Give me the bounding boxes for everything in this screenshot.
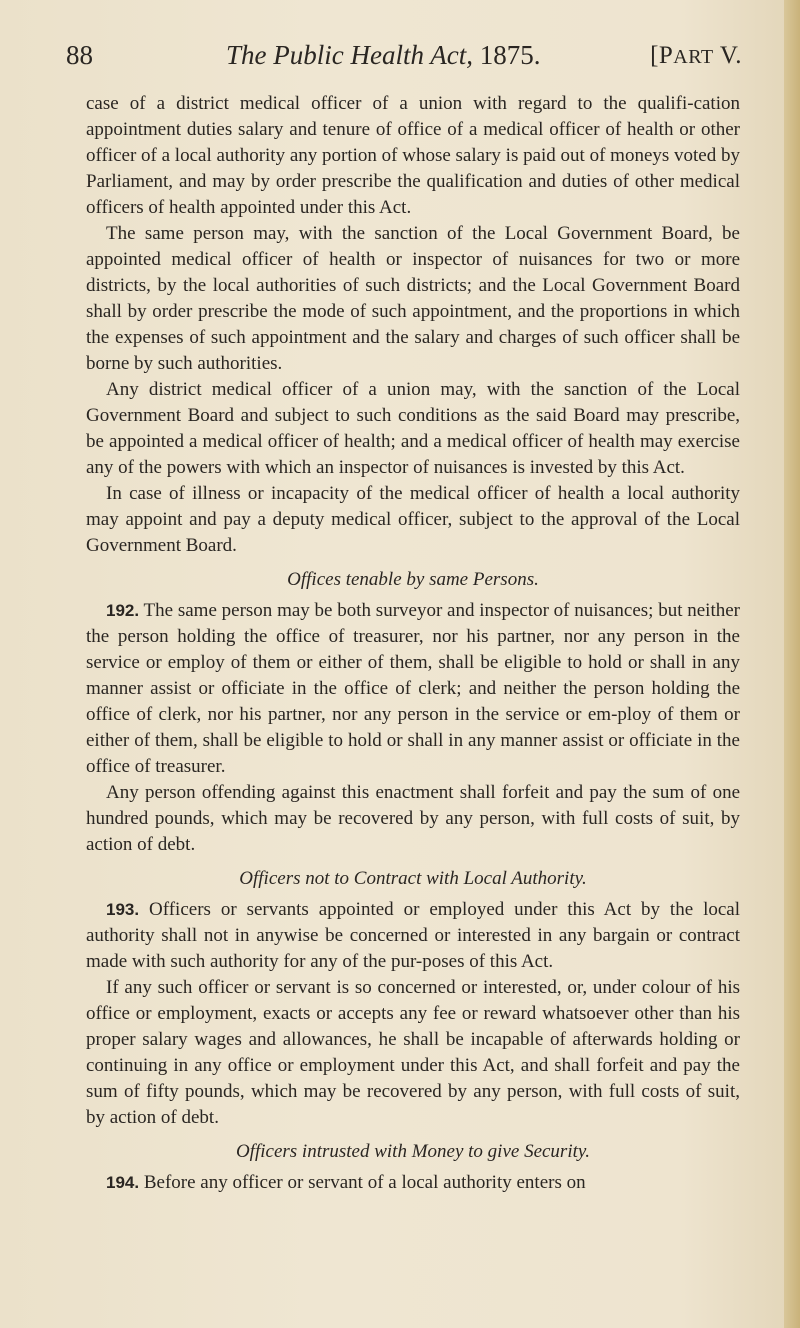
part-label-smallcaps: ART bbox=[673, 46, 714, 68]
section-193 bbox=[86, 897, 740, 975]
running-header bbox=[66, 40, 742, 80]
paragraph: case of a district medical officer of a union with regard to the qualifi-cation appointment duties salary and tenure of office of a medical officer of health or other officer of a local authority any portion of whose salary is paid out of moneys voted by Parliament, and may by order prescribe the qualification and duties of other medical officers of health appointed under this Act. bbox=[86, 93, 740, 218]
paragraph: Any district medical officer of a union may, with the sanction of the Local Government Board and subject to such conditions as the said Board may prescribe, be appointed a medical officer of health; and a medical officer of health may exercise any of the powers with which an inspector of nuisances is invested by this Act. bbox=[86, 379, 740, 478]
paragraph: Any person offending against this enactment shall forfeit and pay the sum of one hundred pounds, which may be recovered by any person, with full costs of suit, by action of debt. bbox=[86, 782, 740, 855]
running-title-year: 1875. bbox=[472, 40, 541, 70]
section-number: 194. bbox=[106, 1173, 140, 1192]
section-heading: Officers intrusted with Money to give Security. bbox=[235, 1141, 591, 1162]
section-number: 193. bbox=[106, 900, 140, 919]
running-title bbox=[226, 40, 540, 71]
paragraph: In case of illness or incapacity of the medical officer of health a local authority may appoint and pay a deputy medical officer, subject to the approval of the Local Government Board. bbox=[86, 483, 740, 556]
section-number: 192. bbox=[106, 601, 140, 620]
section-194 bbox=[86, 1170, 740, 1196]
section-192 bbox=[86, 598, 740, 780]
paragraph: If any such officer or servant is so concerned or interested, or, under colour of his office or employment, exacts or accepts any fee or reward whatsoever other than his proper salary wages and allowances, he shall be incapable of afterwards holding or continuing in any office or employment under this Act, and shall forfeit and pay the sum of fifty pounds, which may be recovered by any person, with full costs of suit, by action of debt. bbox=[86, 977, 740, 1128]
section-text: The same person may be both surveyor and inspector of nuisances; but neither the person holding the office of treasurer, nor his partner, nor any person in the service or employ of them or either of them, shall be eligible to hold or shall in any manner assist or officiate in the office of clerk; and neither the person holding the office of clerk, nor his partner, nor any person in the service or em-ploy of them or either of them, shall be eligible to hold or shall in any manner assist or officiate in the office of treasurer. bbox=[86, 600, 740, 777]
page-edge bbox=[784, 0, 800, 1328]
part-label-number: V. bbox=[713, 42, 742, 69]
running-title-italic: The Public Health Act, bbox=[226, 40, 473, 70]
paragraph: The same person may, with the sanction of the Local Government Board, be appointed medical officer of health or inspector of nuisances for two or more districts, by the local authorities of such districts; and the Local Government Board shall by order prescribe the mode of such appointment, and the proportions in which the expenses of such appointment and the salary and charges of such officer shall be borne by such authorities. bbox=[86, 223, 740, 374]
part-label bbox=[650, 42, 742, 70]
section-text: Before any officer or servant of a local authority enters on bbox=[139, 1172, 586, 1193]
section-heading: Offices tenable by same Persons. bbox=[287, 569, 539, 590]
section-heading: Officers not to Contract with Local Authority. bbox=[239, 868, 587, 889]
part-label-open: [P bbox=[650, 42, 674, 69]
body-text bbox=[86, 91, 740, 1196]
page-number: 88 bbox=[66, 40, 93, 70]
section-text: Officers or servants appointed or employed under this Act by the local authority shall not in anywise be concerned or interested in any bargain or contract made with such authority for any of the pur-poses of this Act. bbox=[86, 899, 740, 972]
